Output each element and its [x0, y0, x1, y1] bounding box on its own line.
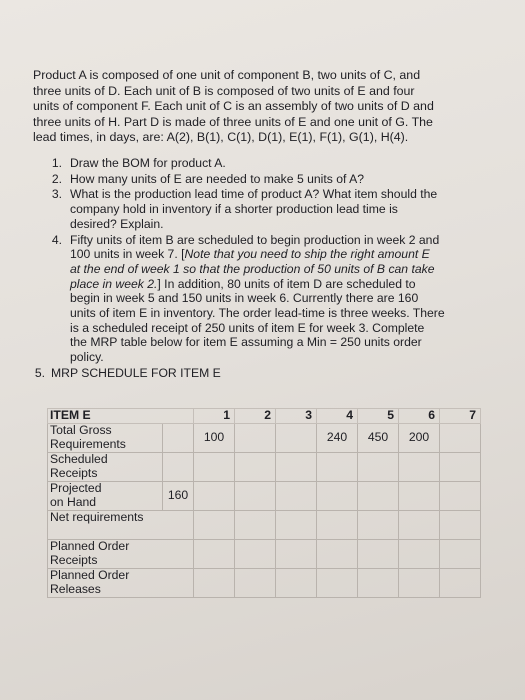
mrp-cell [194, 540, 235, 569]
row-label: Planned Order Releases [48, 569, 194, 598]
question-number: 5. [34, 365, 45, 380]
shipping-note: at the end of week 1 so that the production of 50 units of B can take [70, 261, 435, 276]
question-number: 3. [51, 187, 62, 202]
mrp-cell [194, 482, 235, 511]
question-item [33, 187, 473, 231]
question-text: What is the production lead time of product A? What item should the company hold in inventory if a shorter production lead time is desired? Explain. [70, 187, 438, 231]
row-label: Net requirements [48, 511, 194, 540]
mrp-cell [399, 569, 440, 598]
intro-line: three units of D. Each unit of B is composed of two units of E and four [33, 83, 415, 98]
question-list [33, 156, 473, 382]
mrp-cell [440, 569, 481, 598]
mrp-cell [194, 511, 235, 540]
mrp-cell [440, 424, 481, 453]
mrp-row-planned-order-releases [48, 569, 481, 598]
mrp-cell [440, 511, 481, 540]
mrp-cell [235, 424, 276, 453]
mrp-cell [399, 540, 440, 569]
initial-cell: 160 [163, 482, 194, 511]
mrp-cell [317, 482, 358, 511]
initial-cell [163, 424, 194, 453]
intro-line: Product A is composed of one unit of component B, two units of C, and [33, 68, 421, 82]
mrp-table [47, 408, 481, 598]
mrp-cell [317, 569, 358, 598]
mrp-cell [358, 540, 399, 569]
mrp-cell [358, 482, 399, 511]
question-number: 1. [51, 156, 62, 170]
mrp-cell [235, 511, 276, 540]
week-header: 4 [317, 409, 358, 424]
mrp-cell: 100 [194, 424, 235, 453]
mrp-cell [399, 453, 440, 482]
question-text: Draw the BOM for product A. [70, 156, 226, 170]
question-text: MRP SCHEDULE FOR ITEM E [51, 365, 221, 380]
mrp-cell [440, 540, 481, 569]
question-number: 4. [51, 232, 62, 247]
mrp-cell [276, 482, 317, 511]
mrp-row-gross-requirements [48, 424, 481, 453]
mrp-cell [276, 511, 317, 540]
mrp-cell [276, 453, 317, 482]
mrp-cell [276, 569, 317, 598]
mrp-cell: 240 [317, 424, 358, 453]
mrp-header-row [48, 409, 481, 424]
mrp-row-net-requirements [48, 511, 481, 540]
problem-intro [33, 68, 473, 146]
initial-cell [163, 453, 194, 482]
mrp-cell [235, 453, 276, 482]
week-header: 6 [399, 409, 440, 424]
week-header: 3 [276, 409, 317, 424]
mrp-cell [276, 424, 317, 453]
mrp-cell [194, 569, 235, 598]
intro-line: three units of H. Part D is made of three units of E and one unit of G. The [33, 114, 433, 129]
mrp-cell [317, 540, 358, 569]
mrp-cell: 450 [358, 424, 399, 453]
question-item [33, 172, 473, 187]
mrp-cell [399, 482, 440, 511]
mrp-cell [358, 511, 399, 540]
mrp-row-planned-order-receipts [48, 540, 481, 569]
mrp-cell [235, 569, 276, 598]
mrp-row-projected-on-hand [48, 482, 481, 511]
question-item [33, 233, 473, 365]
mrp-cell [235, 482, 276, 511]
week-header: 1 [194, 409, 235, 424]
mrp-cell [440, 482, 481, 511]
mrp-cell [358, 569, 399, 598]
mrp-cell [317, 511, 358, 540]
row-label: Projected on Hand [48, 482, 163, 511]
row-label: Planned Order Receipts [48, 540, 194, 569]
mrp-cell: 200 [399, 424, 440, 453]
mrp-cell [399, 511, 440, 540]
question-number: 2. [51, 171, 62, 186]
mrp-cell [358, 453, 399, 482]
mrp-row-scheduled-receipts [48, 453, 481, 482]
row-label: Scheduled Receipts [48, 453, 163, 482]
mrp-cell [194, 453, 235, 482]
intro-line: units of component F. Each unit of C is an assembly of two units of D and [33, 99, 434, 114]
shipping-note: Note that you need to ship the right amount E [184, 247, 430, 262]
mrp-cell [235, 540, 276, 569]
question-item [33, 156, 473, 171]
mrp-header-label: ITEM E [48, 409, 194, 424]
week-header: 5 [358, 409, 399, 424]
week-header: 2 [235, 409, 276, 424]
shipping-note: place in week 2. [70, 276, 158, 291]
week-header: 7 [440, 409, 481, 424]
mrp-cell [276, 540, 317, 569]
question-text: How many units of E are needed to make 5 units of A? [70, 171, 365, 186]
mrp-cell [440, 453, 481, 482]
row-label: Total Gross Requirements [48, 424, 163, 453]
mrp-cell [317, 453, 358, 482]
intro-line: lead times, in days, are: A(2), B(1), C(1), D(1), E(1), F(1), G(1), H(4). [33, 130, 409, 145]
question-item [16, 366, 473, 381]
question-text: Fifty units of item B are scheduled to begin production in week 2 and 100 units in week 7. [Note that you need to ship the right amount E at the end of week 1 so that the production of 50 units of B can take place in week 2.] In addition, 80 units of item D are scheduled to begin in week 5 and 150 units in week 6. Currently there are 160 units of item E in inventory. The order lead-time is three weeks. There is a scheduled receipt of 250 units of item E for week 3. Complete the MRP table below for item E assuming a Min = 250 units order policy. [70, 232, 445, 365]
